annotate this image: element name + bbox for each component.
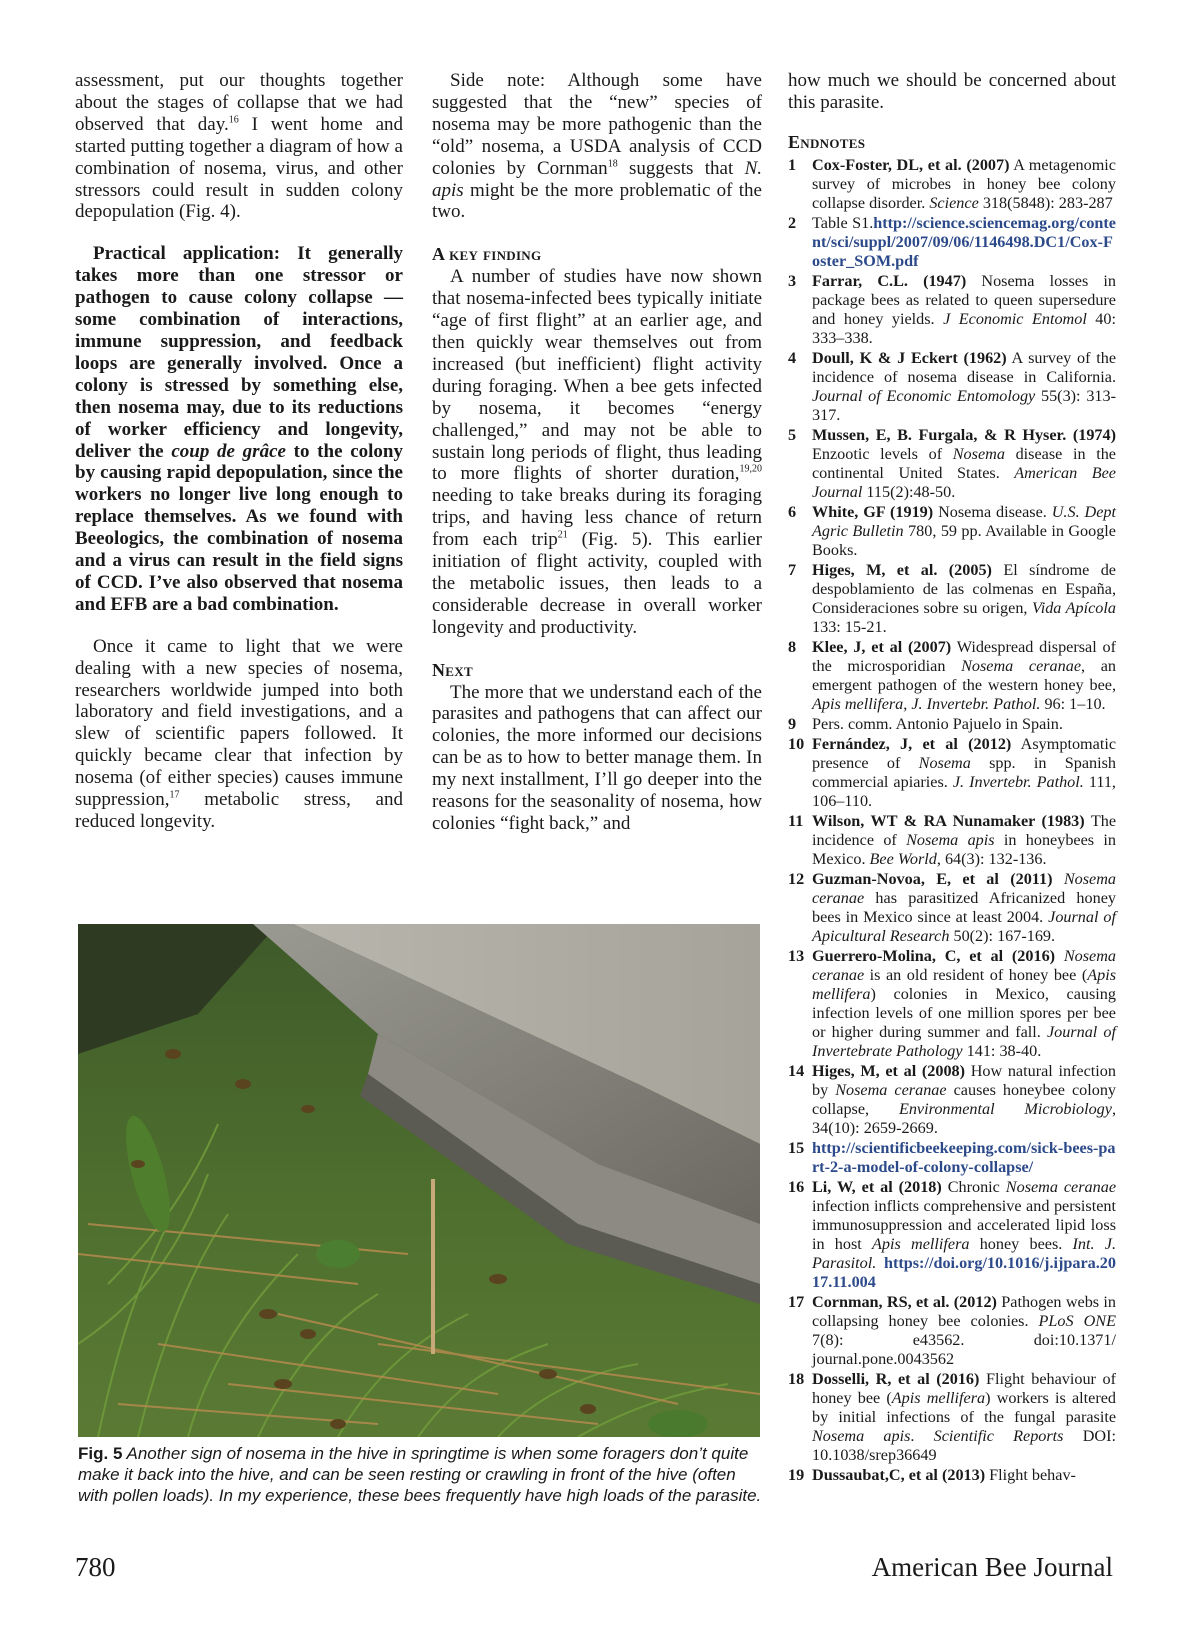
paragraph-next: The more that we understand each of the parasites and pathogens that can affect our colonies, the more informed our decisions can be as to how to better manage them. In my next installment, I’ll go deeper into the reasons for the seasonality of nosema, how colonies “fight back,” and [432,681,762,834]
endnote-item [788,1466,1116,1485]
endnote-text: Guerrero-Molina, C, et al (2016) Nosema ceranae is an old resident of honey bee (Apis mellifera) colonies in Mexico, causing infection levels of one million spores per bee or higher during summer and fall. Journal of Invertebrate Pathology 141: 38-40. [812,946,1116,1060]
endnote-number: 10 [788,734,805,753]
endnote-text: Mussen, E, B. Furgala, & R Hyser. (1974) Enzootic levels of Nosema disease in the continental United States. American Bee Journal 115(2):48-50. [812,425,1116,501]
endnote-number: 14 [788,1061,805,1080]
endnote-text: Doull, K & J Eckert (1962) A survey of the incidence of nosema disease in California. Journal of Economic Entomology 55(3): 313-317. [812,348,1116,424]
endnote-number: 18 [788,1369,805,1388]
endnote-number: 17 [788,1292,805,1311]
figure-caption-text: Another sign of nosema in the hive in springtime is when some foragers don’t quite make it back into the hive, and can be seen resting or crawling in front of the hive (often with pollen loads). In my experience, these bees frequently have high loads of the parasite. [78,1444,762,1505]
endnote-item [788,503,1116,560]
endnote-number: 7 [788,560,797,579]
endnote-item [788,426,1116,502]
endnote-text: Table S1.http://science.sciencemag.org/content/sci/suppl/2007/09/06/1146498.DC1/Cox-Foster_SOM.pdf [812,213,1116,270]
paragraph-concern: how much we should be concerned about this parasite. [788,70,1116,113]
endnote-text: White, GF (1919) Nosema disease. U.S. Dept Agric Bulletin 780, 59 pp. Available in Google Books. [812,502,1116,559]
figure-label: Fig. 5 [78,1444,123,1463]
endnote-text: Pers. comm. Antonio Pajuelo in Spain. [812,714,1063,733]
paragraph-key-finding: A number of studies have now shown that nosema-infected bees typically initiate “age of first flight” at an earlier age, and then quickly wear themselves out from increased (but inefficient) flight activity during foraging. When a bee gets infected by nosema, it becomes “energy challenged,” and may not be able to sustain long periods of flight, thus leading to more flights of shorter duration,$^{19,20}$ needing to take breaks during its foraging trips, and having less chance of return from each trip$^{21}$ (Fig. 5). This earlier initiation of flight activity, coupled with the metabolic issues, then leads to a considerable decrease in overall worker longevity and productivity. [432,266,762,638]
endnote-item [788,156,1116,213]
endnote-item [788,214,1116,271]
heading-key-finding: A key finding [432,244,542,265]
endnote-link[interactable]: http://science.sciencemag.org/content/sci/suppl/2007/09/06/1146498.DC1/Cox-Foster_SOM.pdf [812,213,1116,270]
endnote-item [788,735,1116,811]
endnote-text [812,1139,1116,1177]
heading-endnotes: Endnotes [788,131,866,152]
practical-application: Practical application: It generally takes more than one stressor or pathogen to cause colony collapse — some combination of interactions, immune suppression, and feedback loops are generally involved. Once a colony is stressed by something else, then nosema may, due to its reductions of worker efficiency and longevity, deliver the coup de grâce to the colony by causing rapid depopulation, since the workers no longer live long enough to replace themselves. As we found with Beeologics, the combination of nosema and a virus can result in the field signs of CCD. I’ve also observed that nosema and EFB are a bad combination. [75,243,403,615]
endnote-text: Higes, M, et al (2008) How natural infection by Nosema ceranae causes honeybee colony collapse, Environmental Microbiology, 34(10): 2659-2669. [812,1061,1117,1137]
endnote-text: Wilson, WT & RA Nunamaker (1983) The incidence of Nosema apis in honeybees in Mexico. Bee World, 64(3): 132-136. [812,811,1116,868]
endnote-number: 11 [788,811,804,830]
endnote-text: Dussaubat,C, et al (2013) Flight behav- [812,1465,1076,1484]
endnote-number: 6 [788,502,797,521]
endnote-item [788,272,1116,348]
endnote-item [788,561,1116,637]
endnote-number: 5 [788,425,797,444]
endnote-number: 19 [788,1465,805,1484]
endnote-number: 8 [788,637,797,656]
endnote-number: 15 [788,1138,805,1157]
endnote-number: 9 [788,714,797,733]
endnote-item [788,1178,1116,1292]
endnote-item [788,638,1116,714]
endnote-text: Li, W, et al (2018) Chronic Nosema ceranae infection inflicts comprehensive and persistent immunosuppression and accelerated lipid loss in host Apis mellifera honey bees. Int. J. Parasitol. https://doi.org/10.1016/j.ijpara.2017.11.004 [812,1177,1117,1291]
column-3 [788,70,1116,1486]
endnote-item [788,349,1116,425]
endnote-item [788,1293,1116,1369]
endnote-number: 4 [788,348,797,367]
page-number: 780 [75,1552,116,1582]
endnote-text: Klee, J, et al (2007) Widespread dispersal of the microsporidian Nosema ceranae, an emergent pathogen of the western honey bee, Apis mellifera, J. Invertebr. Pathol. 96: 1–10. [812,637,1117,713]
endnote-number: 16 [788,1177,805,1196]
endnote-text: Higes, M, et al. (2005) El síndrome de despoblamiento de las colmenas en España, Consideraciones sobre su origen, Vida Apícola 133: 15-21. [812,560,1116,636]
endnote-number: 13 [788,946,805,965]
endnote-number: 12 [788,869,805,888]
endnote-number: 1 [788,155,797,174]
endnote-text: Guzman-Novoa, E, et al (2011) Nosema ceranae has parasitized Africanized honey bees in Mexico since at least 2004. Journal of Apicultural Research 50(2): 167-169. [812,869,1117,945]
endnote-text: Cornman, RS, et al. (2012) Pathogen webs in collapsing honey bee colonies. PLoS ONE 7(8): e43562. doi:10.1371/ journal.pone.0043562 [812,1292,1116,1368]
endnote-text: Fernández, J, et al (2012) Asymptomatic presence of Nosema spp. in Spanish commercial apiaries. J. Invertebr. Pathol. 111, 106–110. [812,734,1116,810]
paragraph-new-species: Once it came to light that we were dealing with a new species of nosema, researchers worldwide jumped into both laboratory and field investigations, and a slew of scientific papers followed. It quickly became clear that infection by nosema (of either species) causes immune suppression,$^{17}$ metabolic stress, and reduced longevity. [75,635,403,832]
endnote-link[interactable]: https://doi.org/10.1016/j.ijpara.2017.11.004 [812,1253,1116,1291]
endnote-text: Dosselli, R, et al (2016) Flight behaviour of honey bee (Apis mellifera) workers is altered by initial infections of the fungal parasite Nosema apis. Scientific Reports DOI: 10.1038/srep36649 [812,1369,1116,1464]
endnotes-list [788,156,1116,1485]
figure-5-photo [78,924,760,1437]
endnote-number: 2 [788,213,797,232]
endnote-item [788,1370,1116,1465]
journal-name: American Bee Journal [871,1552,1113,1582]
endnote-number: 3 [788,271,797,290]
column-1 [75,70,403,833]
endnote-item [788,812,1116,869]
endnote-text: Farrar, C.L. (1947) Nosema losses in package bees as related to queen supersedure and honey yields. J Economic Entomol 40: 333–338. [812,271,1116,347]
bees-on-grass-photo [78,924,760,1437]
paragraph-assessment: assessment, put our thoughts together about the stages of collapse that we had observed that day.$^{16}$ I went home and started putting together a diagram of how a combination of nosema, virus, and other stressors could result in sudden colony depopulation (Fig. 4). [75,70,403,223]
side-note: Side note: Although some have suggested that the “new” species of nosema may be more pathogenic than the “old” nosema, a USDA analysis of CCD colonies by Cornman$^{18}$ suggests that N. apis might be the more problematic of the two. [432,70,762,223]
endnote-item [788,1139,1116,1177]
endnote-item [788,715,1116,734]
heading-next: Next [432,659,473,680]
endnote-item [788,870,1116,946]
figure-5-caption [78,1443,768,1506]
endnote-item [788,1062,1116,1138]
endnote-link[interactable]: http://scientificbeekeeping.com/sick-bees-part-2-a-model-of-colony-collapse/ [812,1138,1116,1176]
column-2 [432,70,762,835]
endnote-text: Cox-Foster, DL, et al. (2007) A metagenomic survey of microbes in honey bee colony collapse disorder. Science 318(5848): 283-287 [812,155,1116,212]
endnote-item [788,947,1116,1061]
